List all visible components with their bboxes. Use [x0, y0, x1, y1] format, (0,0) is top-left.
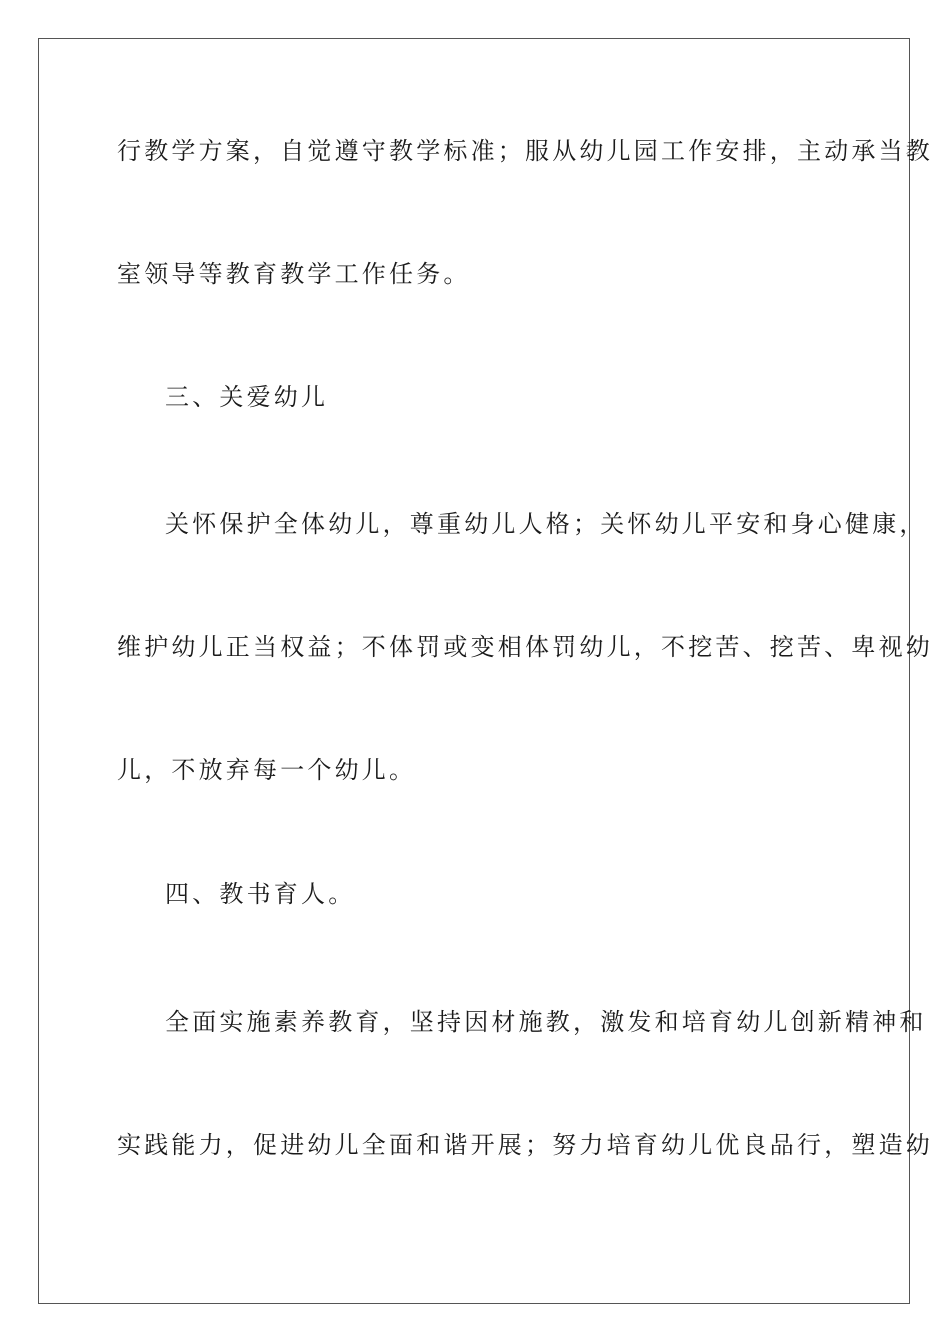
body-text-line: 室领导等教育教学工作任务。 [117, 260, 471, 288]
body-text-line: 维护幼儿正当权益；不体罚或变相体罚幼儿，不挖苦、挖苦、卑视幼 [117, 633, 933, 661]
body-text-line: 关怀保护全体幼儿，尊重幼儿人格；关怀幼儿平安和身心健康， [165, 510, 927, 538]
section-heading: 三、关爱幼儿 [165, 383, 329, 411]
body-text-line: 全面实施素养教育，坚持因材施教，激发和培育幼儿创新精神和 [165, 1008, 927, 1036]
body-text-line: 实践能力，促进幼儿全面和谐开展；努力培育幼儿优良品行，塑造幼 [117, 1131, 933, 1159]
body-text-line: 行教学方案，自觉遵守教学标准；服从幼儿园工作安排，主动承当教 [117, 137, 933, 165]
section-heading: 四、教书育人。 [165, 880, 356, 908]
page-border [38, 38, 910, 1304]
body-text-line: 儿，不放弃每一个幼儿。 [117, 756, 417, 784]
